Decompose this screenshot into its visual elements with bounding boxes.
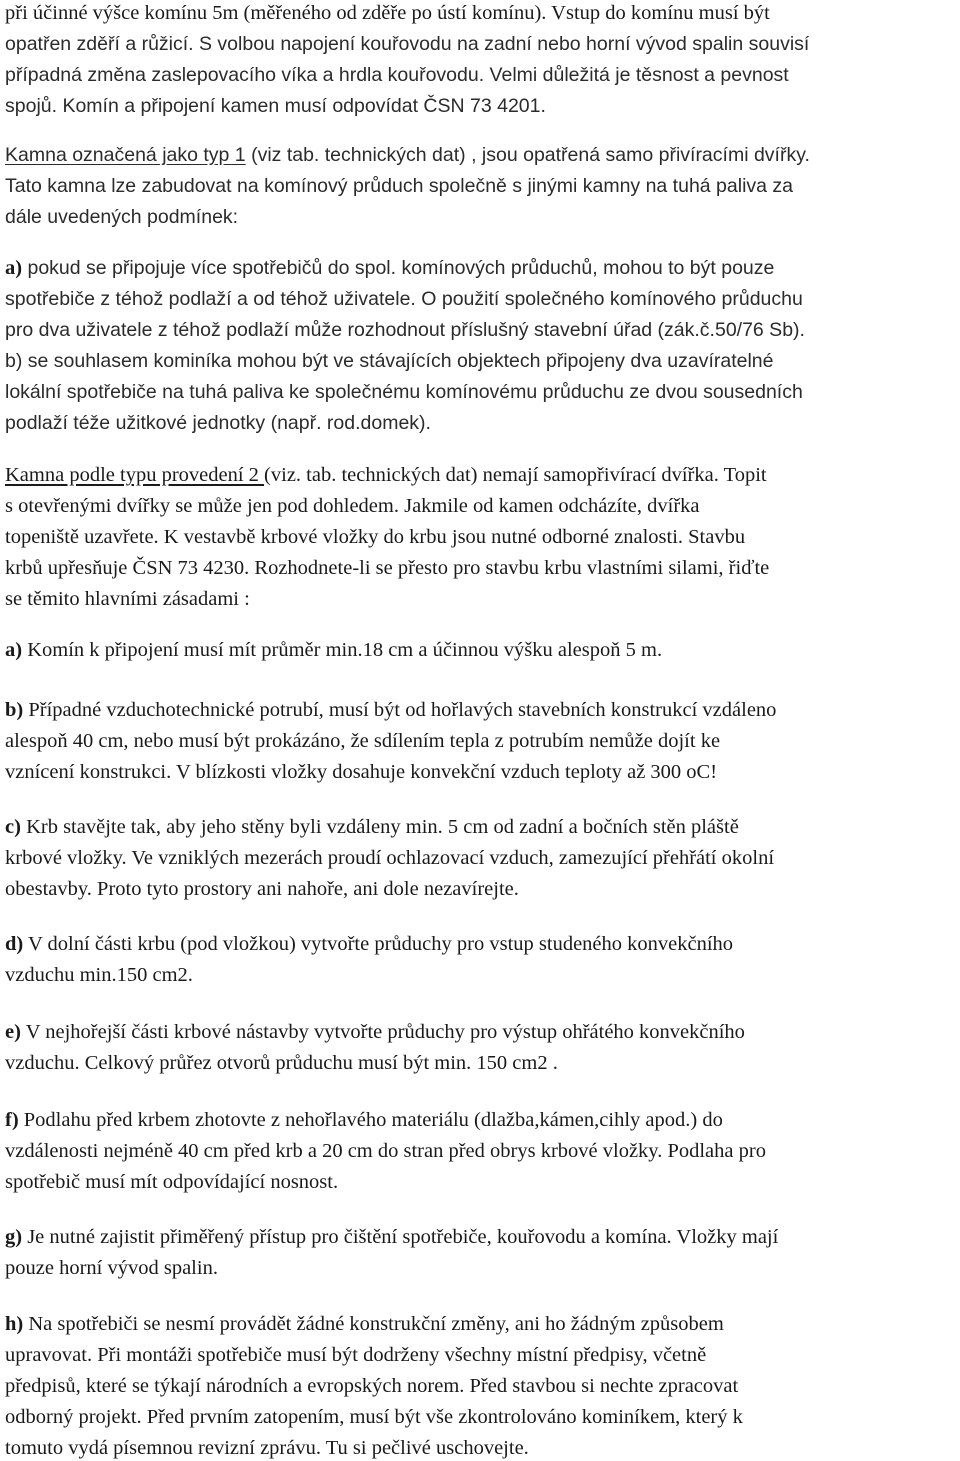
- text-line: [5, 348, 774, 374]
- text-line: [5, 1404, 743, 1430]
- text-line: [5, 962, 193, 988]
- text-line: [5, 845, 774, 871]
- text-line: [5, 1019, 745, 1045]
- text-run: Tato kamna lze zabudovat na komínový průduch společně s jinými kamny na tuhá paliva za: [5, 175, 794, 197]
- text-line: [5, 814, 739, 840]
- text-line: [5, 1169, 338, 1195]
- text-line: [5, 931, 733, 957]
- text-run: tomuto vydá písemnou revizní zprávu. Tu si pečlivé uschovejte.: [5, 1437, 529, 1459]
- text-line: [5, 62, 789, 88]
- text-line: [5, 31, 809, 57]
- list-marker: h): [5, 1313, 24, 1335]
- text-run: (viz tab. technických dat) , jsou opatřená samo přivíracími dvířky.: [245, 144, 810, 166]
- text-run: V dolní části krbu (pod vložkou) vytvořte průduchy pro vstup studeného konvekčního: [23, 933, 734, 955]
- text-line: [5, 1435, 529, 1461]
- text-run: Případné vzduchotechnické potrubí, musí být od hořlavých stavebních konstrukcí vzdáleno: [23, 699, 777, 721]
- list-marker: d): [5, 933, 24, 955]
- text-run: při účinné výšce komínu 5m (měřeného od zděře po ústí komínu). Vstup do komínu musí být: [5, 2, 770, 24]
- text-line: [5, 93, 546, 119]
- text-line: [5, 1138, 766, 1164]
- text-run: krbové vložky. Ve vzniklých mezerách proudí ochlazovací vzduch, zamezující přehřátí okolní: [5, 847, 775, 869]
- text-line: [5, 876, 519, 902]
- text-run: podlaží téže užitkové jednotky (např. rod.domek).: [5, 412, 431, 434]
- text-line: [5, 637, 662, 663]
- text-run: se těmito hlavními zásadami :: [5, 588, 250, 610]
- text-run: spotřebič musí mít odpovídající nosnost.: [5, 1171, 339, 1193]
- text-line: [5, 524, 745, 550]
- text-run: b) se souhlasem kominíka mohou být ve stávajících objektech připojeny dva uzavíratelné: [5, 350, 774, 372]
- text-line: [5, 255, 774, 281]
- text-line: [5, 1255, 218, 1281]
- text-line: [5, 410, 431, 436]
- list-marker: b): [5, 699, 24, 721]
- text-run: dále uvedených podmínek:: [5, 206, 239, 228]
- text-run: Na spotřebiči se nesmí provádět žádné konstrukční změny, ani ho žádným způsobem: [23, 1313, 724, 1335]
- text-line: [5, 204, 238, 230]
- text-run: Kamna podle typu provedení 2: [5, 464, 265, 486]
- text-run: spotřebiče z téhož podlaží a od téhož uživatele. O použití společného komínového průduchu: [5, 288, 803, 310]
- text-line: [5, 317, 805, 343]
- text-run: pro dva uživatele z téhož podlaží může rozhodnout příslušný stavební úřad (zák.č.50/76 Sb).: [5, 319, 805, 341]
- text-run: spojů. Komín a připojení kamen musí odpovídat ČSN 73 4201.: [5, 95, 546, 117]
- text-run: topeniště uzavřete. K vestavbě krbové vložky do krbu jsou nutné odborné znalosti. Stavbu: [5, 526, 746, 548]
- text-line: [5, 379, 803, 405]
- text-line: [5, 462, 767, 488]
- text-run: pokud se připojuje více spotřebičů do spol. komínových průduchů, mohou to být pouze: [22, 257, 775, 279]
- text-line: [5, 1311, 724, 1337]
- text-run: obestavby. Proto tyto prostory ani nahoře, ani dole nezavírejte.: [5, 878, 519, 900]
- text-run: V nejhořejší části krbové nástavby vytvořte průduchy pro výstup ohřátého konvekčního: [20, 1021, 745, 1043]
- text-run: lokální spotřebiče na tuhá paliva ke společnému komínovému průduchu ze dvou sousedních: [5, 381, 803, 403]
- text-line: [5, 1050, 558, 1076]
- list-marker: f): [5, 1109, 19, 1131]
- text-run: vzduchu. Celkový průřez otvorů průduchu musí být min. 150 cm2 .: [5, 1052, 558, 1074]
- text-run: odborný projekt. Před prvním zatopením, musí být vše zkontrolováno kominíkem, který k: [5, 1406, 743, 1428]
- list-marker: a): [5, 639, 23, 661]
- text-run: Komín k připojení musí mít průměr min.18 cm a účinnou výšku alespoň 5 m.: [22, 639, 663, 661]
- text-run: Je nutné zajistit přiměřený přístup pro čištění spotřebiče, kouřovodu a komína. Vložky mají: [22, 1226, 779, 1248]
- list-marker: c): [5, 816, 21, 838]
- text-run: (viz. tab. technických dat) nemají samopřivírací dvířka. Topit: [264, 464, 767, 486]
- list-marker: a): [5, 257, 23, 279]
- text-line: [5, 142, 810, 168]
- text-run: vzduchu min.150 cm2.: [5, 964, 193, 986]
- text-run: případná změna zaslepovacího víka a hrdla kouřovodu. Velmi důležitá je těsnost a pevnost: [5, 64, 789, 86]
- text-run: Krb stavějte tak, aby jeho stěny byli vzdáleny min. 5 cm od zadní a bočních stěn pláště: [20, 816, 739, 838]
- text-run: Kamna označená jako typ 1: [5, 144, 246, 166]
- text-run: pouze horní vývod spalin.: [5, 1257, 218, 1279]
- text-line: [5, 697, 776, 723]
- text-run: s otevřenými dvířky se může jen pod dohledem. Jakmile od kamen odcházíte, dvířka: [5, 495, 700, 517]
- text-line: [5, 1373, 738, 1399]
- text-run: alespoň 40 cm, nebo musí být prokázáno, že sdílením tepla z potrubím nemůže dojít ke: [5, 730, 721, 752]
- text-run: opatřen zděří a růžicí. S volbou napojení kouřovodu na zadní nebo horní vývod spalin souvisí: [5, 33, 810, 55]
- text-line: [5, 728, 720, 754]
- text-line: [5, 1107, 723, 1133]
- text-line: [5, 555, 769, 581]
- text-run: vzdálenosti nejméně 40 cm před krb a 20 cm do stran před obrys krbové vložky. Podlaha pro: [5, 1140, 766, 1162]
- text-line: [5, 1224, 778, 1250]
- text-run: upravovat. Při montáži spotřebiče musí být dodrženy všechny místní předpisy, včetně: [5, 1344, 707, 1366]
- text-line: [5, 493, 700, 519]
- text-line: [5, 586, 250, 612]
- text-line: [5, 1342, 706, 1368]
- text-run: Podlahu před krbem zhotovte z nehořlavého materiálu (dlažba,kámen,cihly apod.) do: [18, 1109, 723, 1131]
- text-run: krbů upřesňuje ČSN 73 4230. Rozhodnete-li se přesto pro stavbu krbu vlastními silami, řiďte: [5, 557, 770, 579]
- text-run: předpisů, které se týkají národních a evropských norem. Před stavbou si nechte zpracovat: [5, 1375, 739, 1397]
- text-run: vznícení konstrukci. V blízkosti vložky dosahuje konvekční vzduch teploty až 300 oC!: [5, 761, 718, 783]
- text-line: [5, 173, 793, 199]
- list-marker: g): [5, 1226, 23, 1248]
- list-marker: e): [5, 1021, 21, 1043]
- text-line: [5, 0, 770, 26]
- text-line: [5, 286, 803, 312]
- text-line: [5, 759, 717, 785]
